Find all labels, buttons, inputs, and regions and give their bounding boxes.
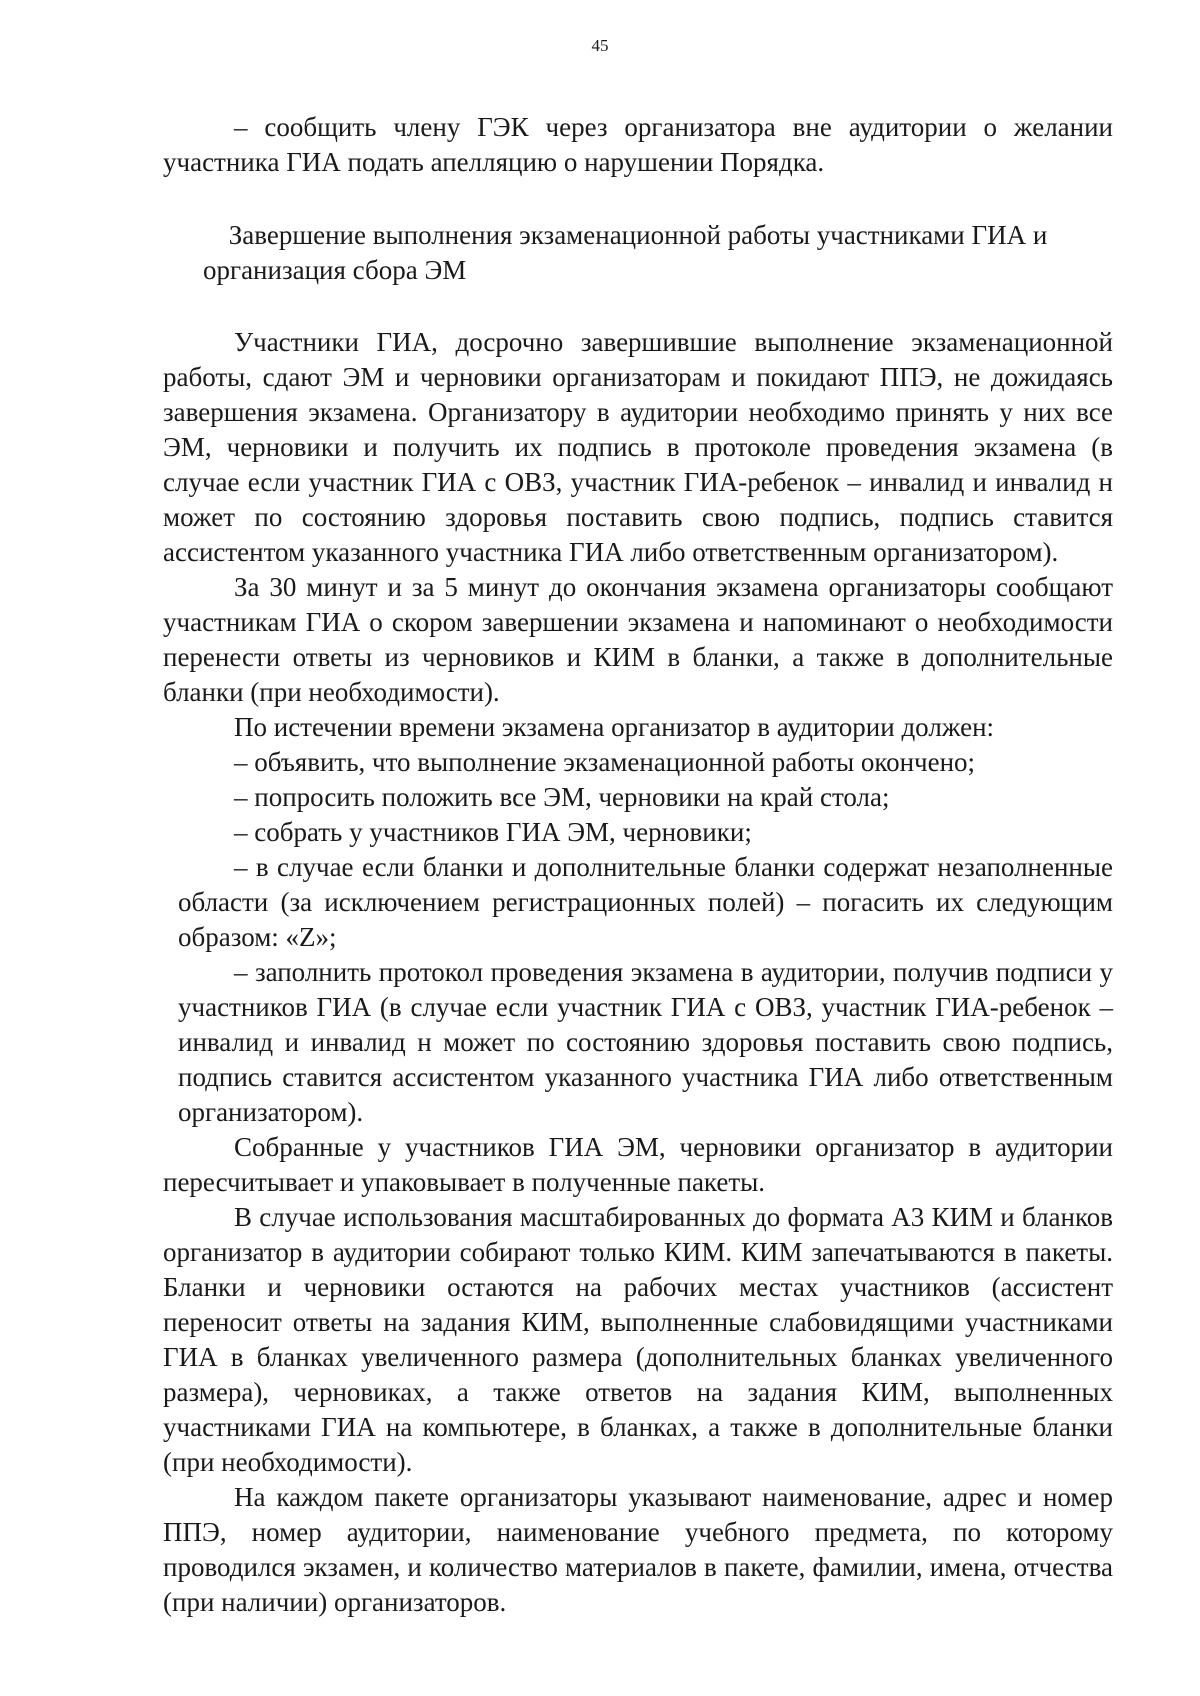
document-body [163, 110, 1113, 1620]
paragraph-package-labeling: На каждом пакете организаторы указывают наименование, адрес и номер ППЭ, номер аудитории, наименование учебного предмета, по которому проводился экзамен, и количество материалов в пакете, фамилии, имена, отчества (при наличии) организаторов. [163, 1482, 1113, 1617]
paragraph-appeal: – сообщить члену ГЭК через организатора вне аудитории о желании участника ГИА подать апелляцию о нарушении Порядка. [163, 112, 1113, 177]
page-number: 45 [591, 36, 609, 55]
list-item: – собрать у участников ГИА ЭМ, черновики; [234, 817, 752, 847]
section-heading: Завершение выполнения экзаменационной работы участниками ГИА и организация сбора ЭМ [203, 220, 1048, 285]
paragraph-scaled-materials: В случае использования масштабированных до формата А3 КИМ и бланков организатор в аудитории собирают только КИМ. КИМ запечатываются в пакеты. Бланки и черновики остаются на рабочих местах участников (ассистент переносит ответы на задания КИМ, выполненные слабовидящими участниками ГИА в бланках увеличенного размера (дополнительных бланках увеличенного размера), черновиках, а также ответов на задания КИМ, выполненных участниками ГИА на компьютере, в бланках, а также в дополнительные бланки (при необходимости). [163, 1202, 1113, 1477]
list-item: – в случае если бланки и дополнительные бланки содержат незаполненные области (за исключением регистрационных полей) – погасить их следующим образом: «Z»; [178, 852, 1113, 952]
list-item: – объявить, что выполнение экзаменационной работы окончено; [234, 747, 976, 777]
list-item: – попросить положить все ЭМ, черновики на край стола; [234, 782, 890, 812]
paragraph-end-of-exam: По истечении времени экзамена организатор в аудитории должен: [234, 712, 995, 742]
paragraph-time-warning: За 30 минут и за 5 минут до окончания экзамена организаторы сообщают участникам ГИА о скором завершении экзамена и напоминают о необходимости перенести ответы из черновиков и КИМ в бланки, а также в дополнительные бланки (при необходимости). [163, 572, 1113, 707]
paragraph-collected-materials: Собранные у участников ГИА ЭМ, черновики организатор в аудитории пересчитывает и упаковывает в полученные пакеты. [163, 1132, 1113, 1197]
paragraph-early-finish: Участники ГИА, досрочно завершившие выполнение экзаменационной работы, сдают ЭМ и черновики организаторам и покидают ППЭ, не дожидаясь завершения экзамена. Организатору в аудитории необходимо принять у них все ЭМ, черновики и получить их подпись в протоколе проведения экзамена (в случае если участник ГИА с ОВЗ, участник ГИА-ребенок – инвалид и инвалид н может по состоянию здоровья поставить свою подпись, подпись ставится ассистентом указанного участника ГИА либо ответственным организатором). [163, 327, 1113, 567]
list-item: – заполнить протокол проведения экзамена в аудитории, получив подписи у участников ГИА (в случае если участник ГИА с ОВЗ, участник ГИА-ребенок – инвалид и инвалид н может по состоянию здоровья поставить свою подпись, подпись ставится ассистентом указанного участника ГИА либо ответственным организатором). [178, 957, 1113, 1127]
organizer-duties-list [163, 745, 1113, 1130]
